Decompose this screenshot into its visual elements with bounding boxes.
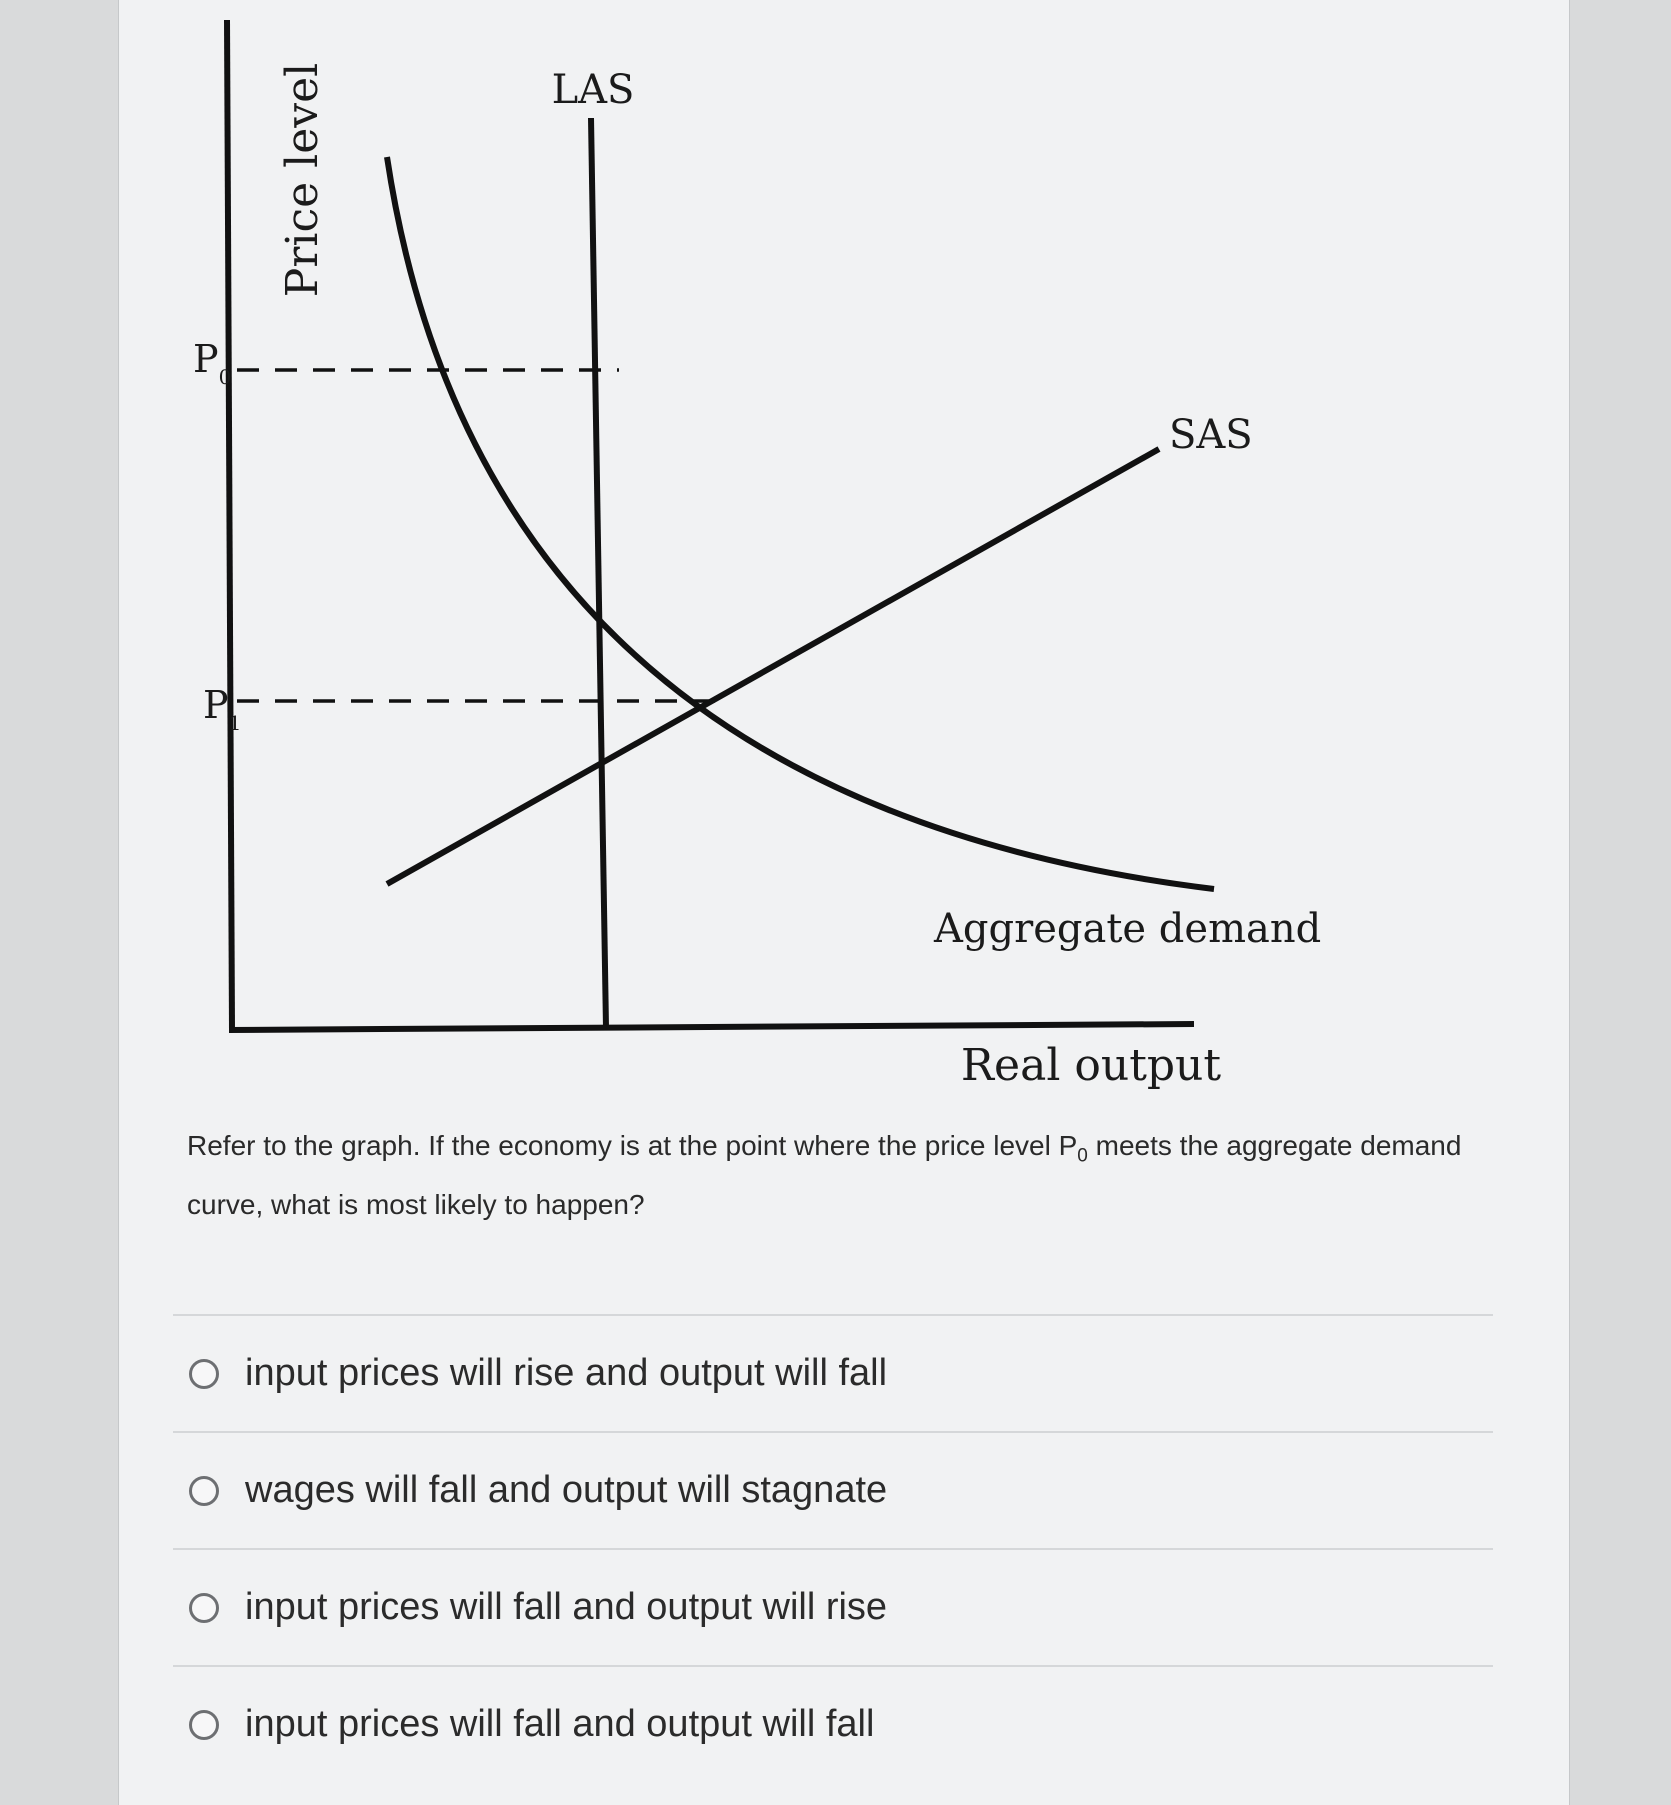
las-line xyxy=(591,118,606,1028)
x-axis-label: Real output xyxy=(960,1040,1222,1091)
las-label: LAS xyxy=(551,67,635,113)
ad-label: Aggregate demand xyxy=(934,906,1322,952)
radio-button-4[interactable] xyxy=(189,1710,219,1740)
question-subscript: 0 xyxy=(1077,1145,1088,1167)
question-text xyxy=(187,1122,1517,1229)
option-3[interactable] xyxy=(173,1548,1493,1665)
ad-curve xyxy=(387,157,1214,889)
y-axis-label: Price level xyxy=(277,62,328,298)
y-axis xyxy=(227,20,232,1030)
answer-options xyxy=(173,1314,1493,1782)
tick-label-p0 xyxy=(193,337,231,389)
option-1[interactable] xyxy=(173,1314,1493,1431)
option-1-label: input prices will rise and output will fall xyxy=(245,1352,888,1394)
radio-button-3[interactable] xyxy=(189,1593,219,1623)
radio-button-1[interactable] xyxy=(189,1359,219,1389)
option-4[interactable] xyxy=(173,1665,1493,1782)
question-text-part2: meets the aggregate demand curve, what is most likely to happen? xyxy=(187,1130,1462,1220)
tick-label-p1-sub: 1 xyxy=(228,711,242,735)
option-2-label: wages will fall and output will stagnate xyxy=(245,1469,888,1511)
question-text-part1: Refer to the graph. If the economy is at the point where the price level P xyxy=(187,1130,1078,1161)
option-2[interactable] xyxy=(173,1431,1493,1548)
chart-svg xyxy=(119,0,1569,1100)
sas-line xyxy=(387,449,1159,884)
option-4-label: input prices will fall and output will fall xyxy=(245,1703,875,1745)
tick-label-p0-main: P xyxy=(193,337,219,381)
tick-label-p1-main: P xyxy=(203,683,229,727)
option-3-label: input prices will fall and output will rise xyxy=(245,1586,888,1628)
question-card xyxy=(118,0,1570,1805)
radio-button-2[interactable] xyxy=(189,1476,219,1506)
sas-label: SAS xyxy=(1169,412,1253,458)
x-axis xyxy=(229,1024,1194,1030)
tick-label-p0-sub: 0 xyxy=(218,365,232,389)
as-ad-chart xyxy=(119,0,1569,1100)
tick-label-p1 xyxy=(203,683,241,735)
